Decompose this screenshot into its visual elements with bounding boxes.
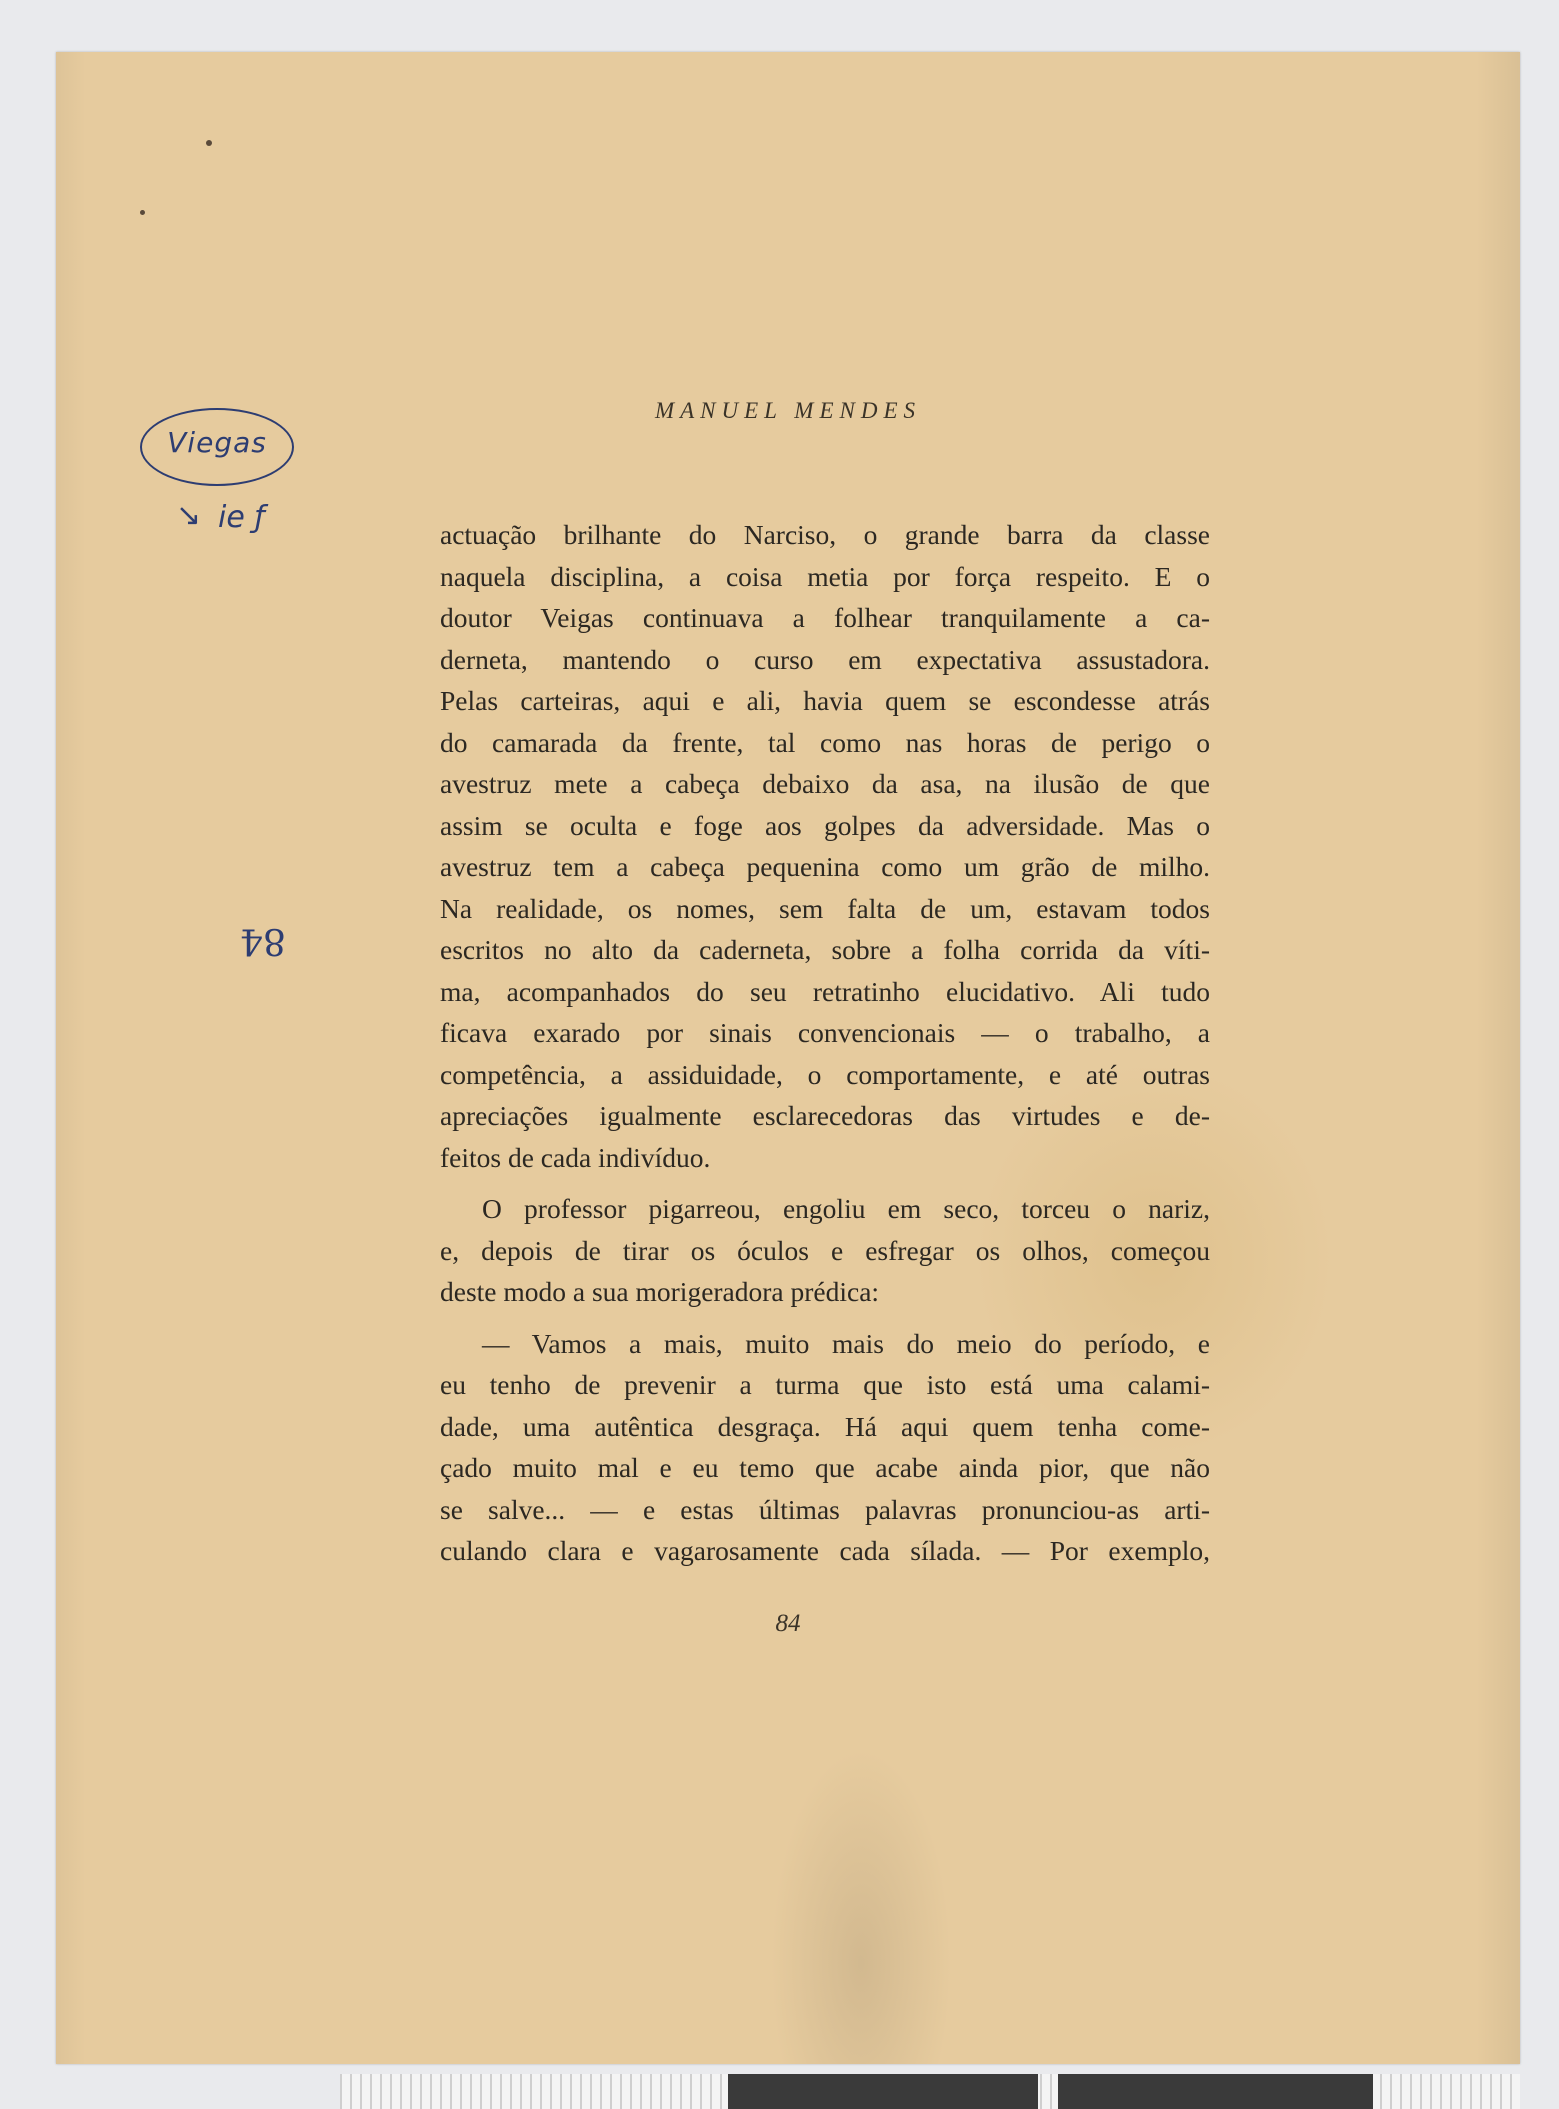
text-line: assim se oculta e foge aos golpes da adversidade. Mas o <box>440 809 1210 841</box>
text-line: — Vamos a mais, muito mais do meio do período, e <box>482 1327 1210 1359</box>
text-line: O professor pigarreou, engoliu em seco, torceu o nariz, <box>482 1193 1210 1224</box>
paragraph-gap <box>440 1178 1210 1188</box>
text-line: do camarada da frente, tal como nas horas de perigo o <box>440 726 1210 758</box>
text-line: naquela disciplina, a coisa metia por força respeito. E o <box>440 560 1210 592</box>
text-line: eu tenho de prevenir a turma que isto está uma calami- <box>440 1369 1210 1400</box>
text-line: apreciações igualmente esclarecedoras das virtudes e de- <box>440 1100 1210 1131</box>
page-number: 84 <box>775 1610 801 1637</box>
text-line: avestruz tem a cabeça pequenina como um grão de milho. <box>440 851 1210 882</box>
handwritten-circled-note <box>140 408 294 486</box>
text-line: culando clara e vagarosamente cada sílada. — Por exemplo, <box>440 1535 1210 1566</box>
handwritten-page-number: 84 <box>240 920 286 961</box>
text-line: actuação brilhante do Narciso, o grande barra da classe <box>440 519 1210 550</box>
text-line: escritos no alto da caderneta, sobre a folha corrida da víti- <box>440 934 1210 965</box>
ink-speck <box>140 210 145 215</box>
text-line: se salve... — e estas últimas palavras pronunciou-as arti- <box>440 1493 1210 1525</box>
text-line: competência, a assiduidade, o comportamente, e até outras <box>440 1058 1210 1090</box>
text-line: Na realidade, os nomes, sem falta de um, estavam todos <box>440 892 1210 924</box>
handwritten-word: Viegas <box>167 426 267 459</box>
ruler-dark-segment <box>1058 2074 1373 2109</box>
text-line: ma, acompanhados do seu retratinho elucidativo. Ali tudo <box>440 975 1210 1007</box>
text-line: doutor Veigas continuava a folhear tranquilamente a ca- <box>440 602 1210 633</box>
paragraph-gap <box>440 1313 1210 1323</box>
book-page <box>56 52 1520 2064</box>
ink-speck <box>206 140 212 146</box>
text-line: dade, uma autêntica desgraça. Há aqui quem tenha come- <box>440 1410 1210 1442</box>
running-head: MANUEL MENDES <box>654 398 922 423</box>
text-line: avestruz mete a cabeça debaixo da asa, na ilusão de que <box>440 768 1210 799</box>
body-text <box>440 514 1210 1572</box>
text-line: çado muito mal e eu temo que acabe ainda pior, que não <box>440 1452 1210 1483</box>
text-line: Pelas carteiras, aqui e ali, havia quem se escondesse atrás <box>440 685 1210 716</box>
text-line: e, depois de tirar os óculos e esfregar os olhos, começou <box>440 1234 1210 1266</box>
handwritten-mark: ie ƒ <box>218 500 265 535</box>
text-line: feitos de cada indivíduo. <box>440 1141 711 1173</box>
text-line: deste modo a sua morigeradora prédica: <box>440 1276 880 1307</box>
text-line: derneta, mantendo o curso em expectativa assustadora. <box>440 643 1210 675</box>
text-line: ficava exarado por sinais convencionais — o trabalho, a <box>440 1017 1210 1048</box>
arrow-icon: ↘ <box>176 498 202 533</box>
ruler-dark-segment <box>728 2074 1038 2109</box>
